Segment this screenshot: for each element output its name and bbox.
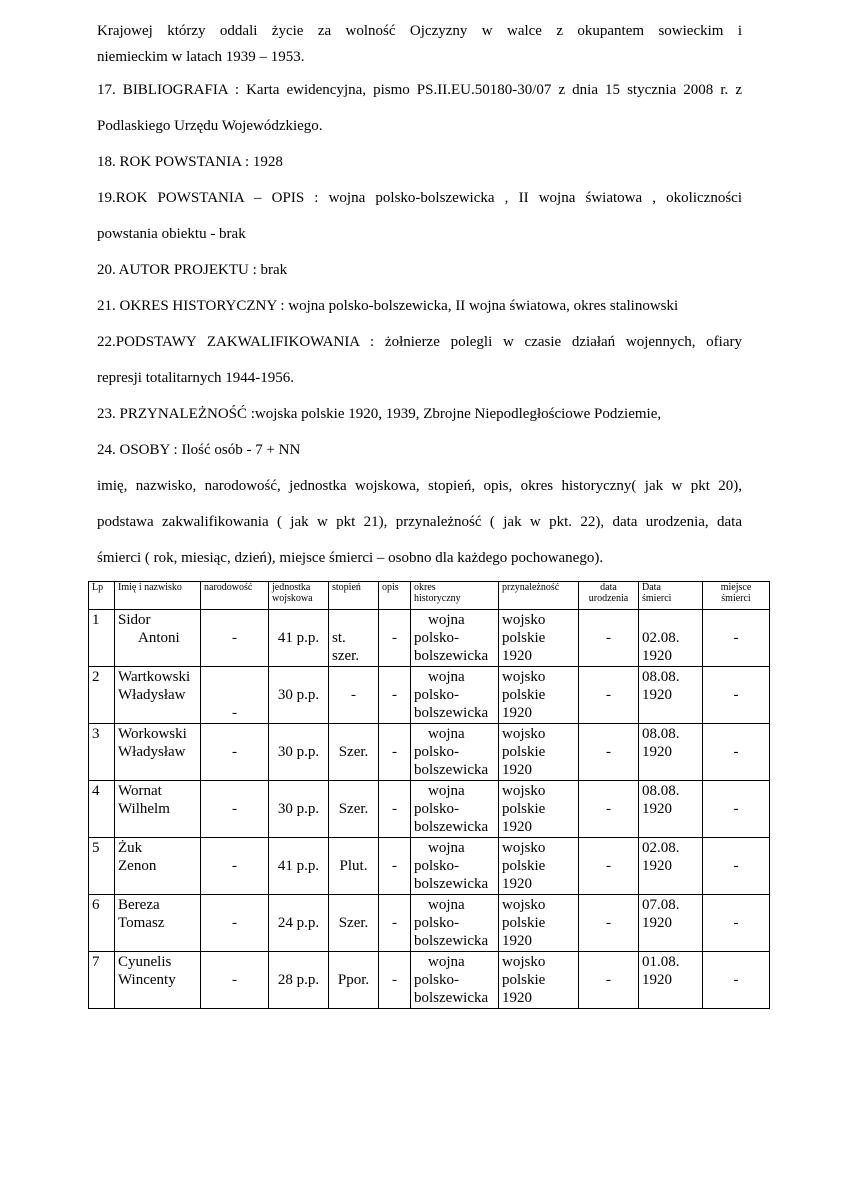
cell-nationality: - <box>201 781 269 838</box>
cell-name: Żuk Zenon <box>115 838 201 895</box>
cell-rank: Szer. <box>329 781 379 838</box>
section-23-przynaleznosc: 23. PRZYNALEŻNOŚĆ :wojska polskie 1920, 1939, Zbrojne Niepodległościowe Podziemie, <box>97 406 662 422</box>
cell-name: Cyunelis Wincenty <box>115 952 201 1009</box>
cell-rank: Szer. <box>329 895 379 952</box>
table-row <box>89 952 770 1009</box>
header-unit: jednostka wojskowa <box>269 582 329 610</box>
cell-affiliation: wojsko polskie 1920 <box>499 667 579 724</box>
table-header-row <box>89 582 770 610</box>
header-rank: stopień <box>329 582 379 610</box>
cell-unit: 41 p.p. <box>269 610 329 667</box>
cell-desc: - <box>379 952 411 1009</box>
cell-period: wojna polsko- bolszewicka <box>411 895 499 952</box>
section-22-podstawy-line1: 22.PODSTAWY ZAKWALIFIKOWANIA : żołnierze polegli w czasie działań wojennych, ofiary <box>97 334 742 350</box>
cell-period: wojna polsko- bolszewicka <box>411 781 499 838</box>
cell-name: Wartkowski Władysław <box>115 667 201 724</box>
cell-unit: 41 p.p. <box>269 838 329 895</box>
cell-unit: 30 p.p. <box>269 781 329 838</box>
cell-birth-date: - <box>579 838 639 895</box>
header-name: Imię i nazwisko <box>115 582 201 610</box>
cell-unit: 24 p.p. <box>269 895 329 952</box>
header-death-date: Data śmierci <box>639 582 703 610</box>
cell-nationality: - <box>201 952 269 1009</box>
cell-period: wojna polsko- bolszewicka <box>411 667 499 724</box>
cell-death-place: - <box>703 781 770 838</box>
cell-desc: - <box>379 724 411 781</box>
table-row <box>89 895 770 952</box>
cell-nationality: - <box>201 724 269 781</box>
cell-unit: 28 p.p. <box>269 952 329 1009</box>
header-lp: Lp <box>89 582 115 610</box>
cell-affiliation: wojsko polskie 1920 <box>499 610 579 667</box>
header-desc: opis <box>379 582 411 610</box>
cell-desc: - <box>379 610 411 667</box>
cell-name: Wornat Wilhelm <box>115 781 201 838</box>
cell-period: wojna polsko- bolszewicka <box>411 610 499 667</box>
section-18-rok-powstania: 18. ROK POWSTANIA : 1928 <box>97 154 283 170</box>
table-row <box>89 838 770 895</box>
cell-name: Bereza Tomasz <box>115 895 201 952</box>
cell-birth-date: - <box>579 667 639 724</box>
section-25-fields-line1: imię, nazwisko, narodowość, jednostka wojskowa, stopień, opis, okres historyczny( jak w pkt 20), <box>97 478 742 494</box>
section-17-bibliografia-line1: 17. BIBLIOGRAFIA : Karta ewidencyjna, pismo PS.II.EU.50180-30/07 z dnia 15 stycznia 2008 r. z <box>97 82 742 98</box>
cell-lp: 7 <box>89 952 115 1009</box>
table-row <box>89 667 770 724</box>
cell-desc: - <box>379 667 411 724</box>
cell-rank: st. szer. <box>329 610 379 667</box>
table-row <box>89 610 770 667</box>
paragraph-intro-line2: niemieckim w latach 1939 – 1953. <box>97 49 305 65</box>
cell-desc: - <box>379 781 411 838</box>
cell-desc: - <box>379 838 411 895</box>
cell-name: Sidor Antoni <box>115 610 201 667</box>
cell-death-date: 02.08. 1920 <box>639 610 703 667</box>
cell-death-place: - <box>703 952 770 1009</box>
cell-nationality: - <box>201 838 269 895</box>
cell-rank: Plut. <box>329 838 379 895</box>
cell-lp: 2 <box>89 667 115 724</box>
header-period: okres historyczny <box>411 582 499 610</box>
section-24-osoby: 24. OSOBY : Ilość osób - 7 + NN <box>97 442 301 458</box>
header-affiliation: przynależność <box>499 582 579 610</box>
section-17-bibliografia-line2: Podlaskiego Urzędu Wojewódzkiego. <box>97 118 323 134</box>
cell-death-place: - <box>703 895 770 952</box>
section-25-fields-line2: podstawa zakwalifikowania ( jak w pkt 21), przynależność ( jak w pkt. 22), data urodzenia, data <box>97 514 742 530</box>
cell-affiliation: wojsko polskie 1920 <box>499 838 579 895</box>
paragraph-intro-line1: Krajowej którzy oddali życie za wolność Ojczyzny w walce z okupantem sowieckim i <box>97 23 742 39</box>
cell-lp: 3 <box>89 724 115 781</box>
table-row <box>89 724 770 781</box>
cell-affiliation: wojsko polskie 1920 <box>499 952 579 1009</box>
cell-period: wojna polsko- bolszewicka <box>411 952 499 1009</box>
cell-nationality: - <box>201 895 269 952</box>
section-25-fields-line3: śmierci ( rok, miesiąc, dzień), miejsce śmierci – osobno dla każdego pochowanego). <box>97 550 604 566</box>
cell-rank: Szer. <box>329 724 379 781</box>
section-19-opis-line2: powstania obiektu - brak <box>97 226 246 242</box>
cell-lp: 6 <box>89 895 115 952</box>
cell-rank: - <box>329 667 379 724</box>
header-death-place: miejsce śmierci <box>703 582 770 610</box>
section-20-autor-projektu: 20. AUTOR PROJEKTU : brak <box>97 262 288 278</box>
cell-death-date: 07.08. 1920 <box>639 895 703 952</box>
header-birth-date: data urodzenia <box>579 582 639 610</box>
cell-rank: Ppor. <box>329 952 379 1009</box>
cell-period: wojna polsko- bolszewicka <box>411 724 499 781</box>
cell-birth-date: - <box>579 952 639 1009</box>
section-21-okres-historyczny: 21. OKRES HISTORYCZNY : wojna polsko-bolszewicka, II wojna światowa, okres stalinowski <box>97 298 679 314</box>
cell-lp: 1 <box>89 610 115 667</box>
cell-affiliation: wojsko polskie 1920 <box>499 724 579 781</box>
cell-name: Workowski Władysław <box>115 724 201 781</box>
cell-affiliation: wojsko polskie 1920 <box>499 895 579 952</box>
cell-death-date: 08.08. 1920 <box>639 667 703 724</box>
persons-table <box>88 581 770 1009</box>
cell-birth-date: - <box>579 895 639 952</box>
cell-affiliation: wojsko polskie 1920 <box>499 781 579 838</box>
cell-unit: 30 p.p. <box>269 667 329 724</box>
header-nationality: narodowość <box>201 582 269 610</box>
cell-desc: - <box>379 895 411 952</box>
cell-lp: 4 <box>89 781 115 838</box>
cell-death-place: - <box>703 610 770 667</box>
cell-death-date: 08.08. 1920 <box>639 724 703 781</box>
cell-birth-date: - <box>579 610 639 667</box>
cell-nationality: - <box>201 610 269 667</box>
table-row <box>89 781 770 838</box>
cell-death-date: 02.08. 1920 <box>639 838 703 895</box>
cell-birth-date: - <box>579 724 639 781</box>
cell-death-place: - <box>703 838 770 895</box>
section-22-podstawy-line2: represji totalitarnych 1944-1956. <box>97 370 295 386</box>
cell-death-date: 01.08. 1920 <box>639 952 703 1009</box>
cell-nationality: - <box>201 667 269 724</box>
cell-unit: 30 p.p. <box>269 724 329 781</box>
section-19-opis-line1: 19.ROK POWSTANIA – OPIS : wojna polsko-bolszewicka , II wojna światowa , okoliczności <box>97 190 742 206</box>
cell-death-date: 08.08. 1920 <box>639 781 703 838</box>
cell-death-place: - <box>703 724 770 781</box>
cell-lp: 5 <box>89 838 115 895</box>
cell-birth-date: - <box>579 781 639 838</box>
cell-period: wojna polsko- bolszewicka <box>411 838 499 895</box>
cell-death-place: - <box>703 667 770 724</box>
